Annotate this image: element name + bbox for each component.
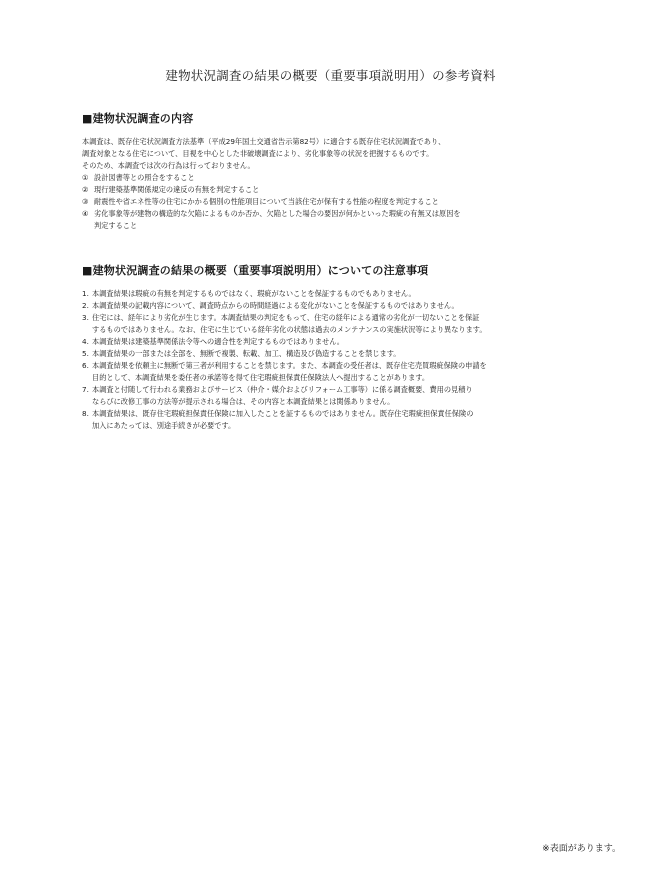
list-item (82, 312, 602, 336)
list-item-text: 判定すること (94, 221, 138, 230)
list-item-text: 本調査と付随して行われる業務およびサービス（仲介・媒介およびリフォーム工事等）に係る調査概要、費用の見積り (92, 385, 473, 394)
list-item (82, 384, 602, 408)
list-marker: 7. (82, 385, 89, 394)
list-marker: 3. (82, 313, 89, 322)
list-item-text: するものではありません。なお、住宅に生じている経年劣化の状態は過去のメンテナンスの実施状況等により異なります。 (92, 325, 487, 334)
list-item (82, 288, 602, 300)
list-item-text: 目的として、本調査結果を委任者の承諾等を得て住宅瑕疵担保責任保険法人へ提出することがあります。 (92, 373, 430, 382)
list-item (82, 196, 602, 208)
list-item (82, 184, 602, 196)
list-item-text: 住宅には、経年により劣化が生じます。本調査結果の判定をもって、住宅の経年による通常の劣化が一切ないことを保証 (92, 313, 480, 322)
intro-line: 本調査は、既存住宅状況調査方法基準（平成29年国土交通省告示第82号）に適合する既存住宅状況調査であり、 (82, 137, 446, 146)
list-marker: 1. (82, 289, 89, 298)
list-marker: ① (82, 173, 89, 182)
list-item-text: 耐震性や省エネ性等の住宅にかかる個別の性能項目について当該住宅が保有する性能の程度を判定すること (94, 197, 439, 206)
list-item-text: 本調査結果は建築基準関係法令等への適合性を判定するものではありません。 (92, 337, 344, 346)
footer-note: ※表面があります。 (542, 844, 621, 854)
list-marker: ② (82, 185, 89, 194)
list-item (82, 360, 602, 384)
intro-line: 調査対象となる住宅について、目視を中心とした非破壊調査により、劣化事象等の状況を把握するものです。 (82, 149, 434, 158)
list-marker: 5. (82, 349, 89, 358)
list-item-text: 本調査結果の記載内容について、調査時点からの時間経過による変化がないことを保証するものではありません。 (92, 301, 459, 310)
list-marker: 8. (82, 409, 89, 418)
list-item-text: 本調査結果の一部または全部を、無断で複製、転載、加工、構造及び偽造することを禁じます。 (92, 349, 401, 358)
list-item-text: 設計図書等との照合をすること (94, 173, 195, 182)
list-marker: 6. (82, 361, 89, 370)
document-title: 建物状況調査の結果の概要（重要事項説明用）の参考資料 (165, 68, 496, 83)
list-item-text: 本調査結果は、既存住宅瑕疵担保責任保険に加入したことを証するものではありません。既存住宅瑕疵担保責任保険の (92, 409, 474, 418)
intro-line: そのため、本調査では次の行為は行っておりません。 (82, 161, 255, 170)
list-marker: 4. (82, 337, 89, 346)
notes-list (82, 288, 602, 432)
list-item-text: 加入にあたっては、別途手続きが必要です。 (92, 421, 236, 430)
list-marker: ③ (82, 197, 89, 206)
list-item (82, 348, 602, 360)
section-heading-survey-content: ■建物状況調査の内容 (82, 112, 194, 125)
list-item (82, 300, 602, 312)
list-item-text: ならびに改修工事の方法等が提示される場合は、その内容と本調査結果とは関係ありません。 (92, 397, 395, 406)
section-survey-content (82, 110, 602, 232)
survey-intro (82, 136, 602, 172)
list-item (82, 208, 602, 232)
section-heading-notes: ■建物状況調査の結果の概要（重要事項説明用）についての注意事項 (82, 264, 429, 277)
list-marker: ④ (82, 209, 89, 218)
list-item-text: 本調査結果を依頼主に無断で第三者が利用することを禁じます。また、本調査の受任者は、既存住宅売買瑕疵保険の申請を (92, 361, 487, 370)
list-item (82, 408, 602, 432)
section-notes (82, 262, 602, 432)
list-item (82, 336, 602, 348)
list-item (82, 172, 602, 184)
list-marker: 2. (82, 301, 89, 310)
list-item-text: 現行建築基準関係規定の違反の有無を判定すること (94, 185, 260, 194)
list-item-text: 本調査結果は瑕疵の有無を判定するものではなく、瑕疵がないことを保証するものでもありません。 (92, 289, 416, 298)
excluded-actions-list (82, 172, 602, 232)
list-item-text: 劣化事象等が建物の構造的な欠陥によるものか否か、欠陥とした場合の要因が何かといった瑕疵の有無又は原因を (94, 209, 461, 218)
